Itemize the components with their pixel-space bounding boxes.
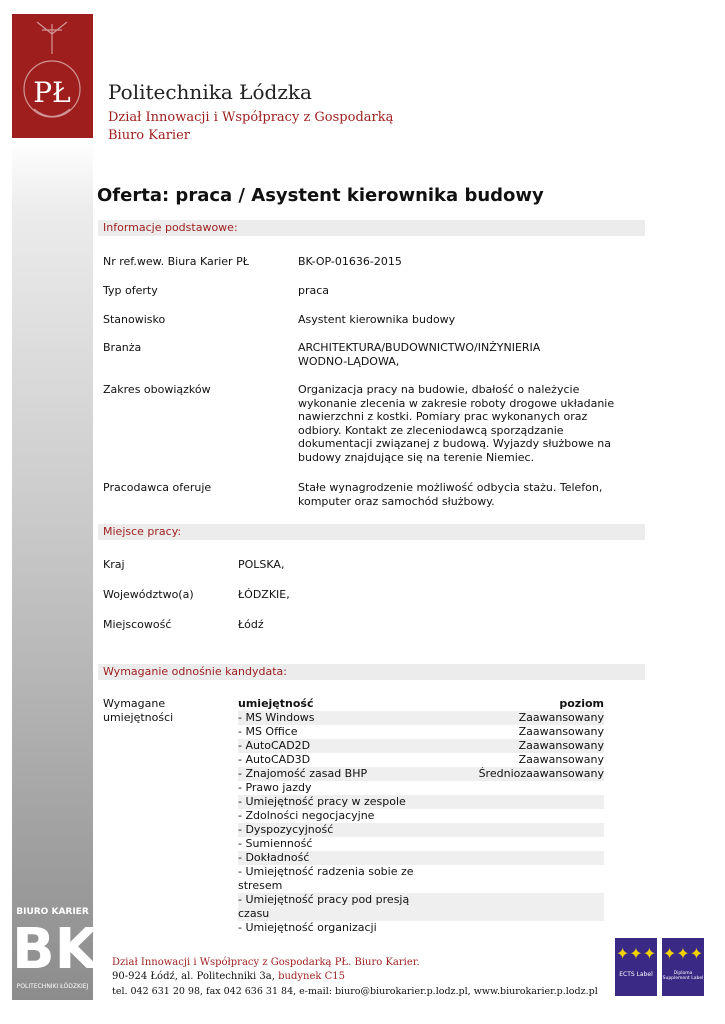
label-offer: Pracodawca oferuje	[103, 481, 212, 494]
table-row	[238, 921, 604, 935]
biuro-karier-logo	[12, 907, 99, 1000]
value-voivodeship: ŁÓDZKIE,	[238, 588, 290, 601]
section-basic-info: Informacje podstawowe:	[98, 220, 645, 236]
label-skills: Wymagane umiejętności	[103, 697, 174, 724]
skills-header	[238, 697, 604, 711]
office-name: Biuro Karier	[108, 128, 190, 143]
table-row	[238, 823, 604, 837]
value-type: praca	[298, 284, 330, 297]
col-skill: umiejętność	[238, 697, 314, 710]
table-row	[238, 725, 604, 739]
table-row	[238, 781, 604, 795]
skill-name: - MS Windows	[238, 711, 315, 724]
value-offer: Stałe wynagrodzenie możliwość odbycia stażu. Telefon, komputer oraz samochód służbowy.	[298, 481, 603, 508]
label-position: Stanowisko	[103, 313, 166, 326]
eu-stars-icon: ✦✦✦	[662, 944, 704, 963]
table-row	[238, 837, 604, 851]
value-position: Asystent kierownika budowy	[298, 313, 456, 326]
footer-line-3: tel. 042 631 20 98, fax 042 636 31 84, e-mail: biuro@biurokarier.p.lodz.pl, www.biurokarier.p.lodz.pl	[112, 986, 598, 997]
value-industry: ARCHITEKTURA/BUDOWNICTWO/INŻYNIERIA WODNO-LĄDOWA,	[298, 341, 541, 368]
skill-name: - Dokładność	[238, 851, 310, 864]
table-row	[238, 767, 604, 781]
ects-label-badge	[615, 938, 657, 996]
sidebar-bottom-text: POLITECHNIKI ŁÓDZKIEJ	[16, 983, 89, 990]
value-ref: BK-OP-01636-2015	[298, 255, 402, 268]
skill-level: Zaawansowany	[518, 725, 604, 738]
skill-name: - Umiejętność organizacji	[238, 921, 377, 934]
department-name: Dział Innowacji i Współpracy z Gospodarką	[108, 110, 394, 125]
label-type: Typ oferty	[103, 284, 158, 297]
skills-table	[238, 697, 604, 935]
skill-name: - Znajomość zasad BHP	[238, 767, 368, 780]
skill-name: - Umiejętność pracy pod presją czasu	[238, 893, 410, 920]
col-level: poziom	[559, 697, 604, 710]
skill-level: Zaawansowany	[518, 739, 604, 752]
table-row	[238, 865, 604, 893]
skill-name: - AutoCAD3D	[238, 753, 311, 766]
skill-name: - Umiejętność pracy w zespole	[238, 795, 406, 808]
university-logo	[12, 14, 93, 138]
eu-stars-icon: ✦✦✦	[615, 944, 657, 963]
skill-name: - Prawo jazdy	[238, 781, 312, 794]
sidebar-gradient	[12, 140, 99, 1000]
label-industry: Branża	[103, 341, 142, 354]
skill-name: - Zdolności negocjacyjne	[238, 809, 375, 822]
value-city: Łódź	[238, 618, 264, 631]
value-duties: Organizacja pracy na budowie, dbałość o należycie wykonanie zlecenia w zakresie roboty drogowe układanie nawierzchni z kostki. Pomiary prac wykonanych oraz odbiory. Kontakt ze zleceniodawcą sporządzanie dokumentacji związanej z budową. Wyjazdy służbowe na budowy znajdujące się na terenie Niemiec.	[298, 383, 615, 464]
svg-text:PŁ: PŁ	[33, 76, 71, 109]
sidebar-top-text: BIURO KARIER	[16, 907, 89, 917]
bk-letters: BK	[12, 917, 99, 982]
skill-name: - Sumienność	[238, 837, 313, 850]
label-country: Kraj	[103, 558, 125, 571]
skill-name: - MS Office	[238, 725, 298, 738]
ects-text: ECTS Label	[619, 971, 653, 978]
label-city: Miejscowość	[103, 618, 172, 631]
table-row	[238, 711, 604, 725]
table-row	[238, 795, 604, 809]
skill-name: - Dyspozycyjność	[238, 823, 334, 836]
label-ref: Nr ref.wew. Biura Karier PŁ	[103, 255, 249, 268]
skill-level: Zaawansowany	[518, 711, 604, 724]
value-country: POLSKA,	[238, 558, 285, 571]
skill-name: - AutoCAD2D	[238, 739, 311, 752]
ds-label-badge	[662, 938, 704, 996]
table-row	[238, 753, 604, 767]
label-duties: Zakres obowiązków	[103, 383, 211, 396]
section-location: Miejsce pracy:	[98, 524, 645, 540]
section-requirements: Wymaganie odnośnie kandydata:	[98, 664, 645, 680]
footer-line-2	[112, 971, 345, 982]
label-voivodeship: Województwo(a)	[103, 588, 194, 601]
ds-text: Diploma Supplement Label	[662, 971, 704, 981]
skill-name: - Umiejętność radzenia sobie ze stresem	[238, 865, 414, 892]
footer-line-1: Dział Innowacji i Współpracy z Gospodarką PŁ. Biuro Karier.	[112, 957, 420, 968]
page-title: Oferta: praca / Asystent kierownika budowy	[97, 185, 544, 206]
table-row	[238, 739, 604, 753]
skill-level: Zaawansowany	[518, 753, 604, 766]
table-row	[238, 893, 604, 921]
footer-address: 90-924 Łódź, al. Politechniki 3a,	[112, 971, 279, 982]
table-row	[238, 809, 604, 823]
table-row	[238, 851, 604, 865]
footer-building: budynek C15	[278, 971, 345, 982]
university-name: Politechnika Łódzka	[108, 80, 312, 104]
skill-level: Średniozaawansowany	[478, 767, 604, 780]
